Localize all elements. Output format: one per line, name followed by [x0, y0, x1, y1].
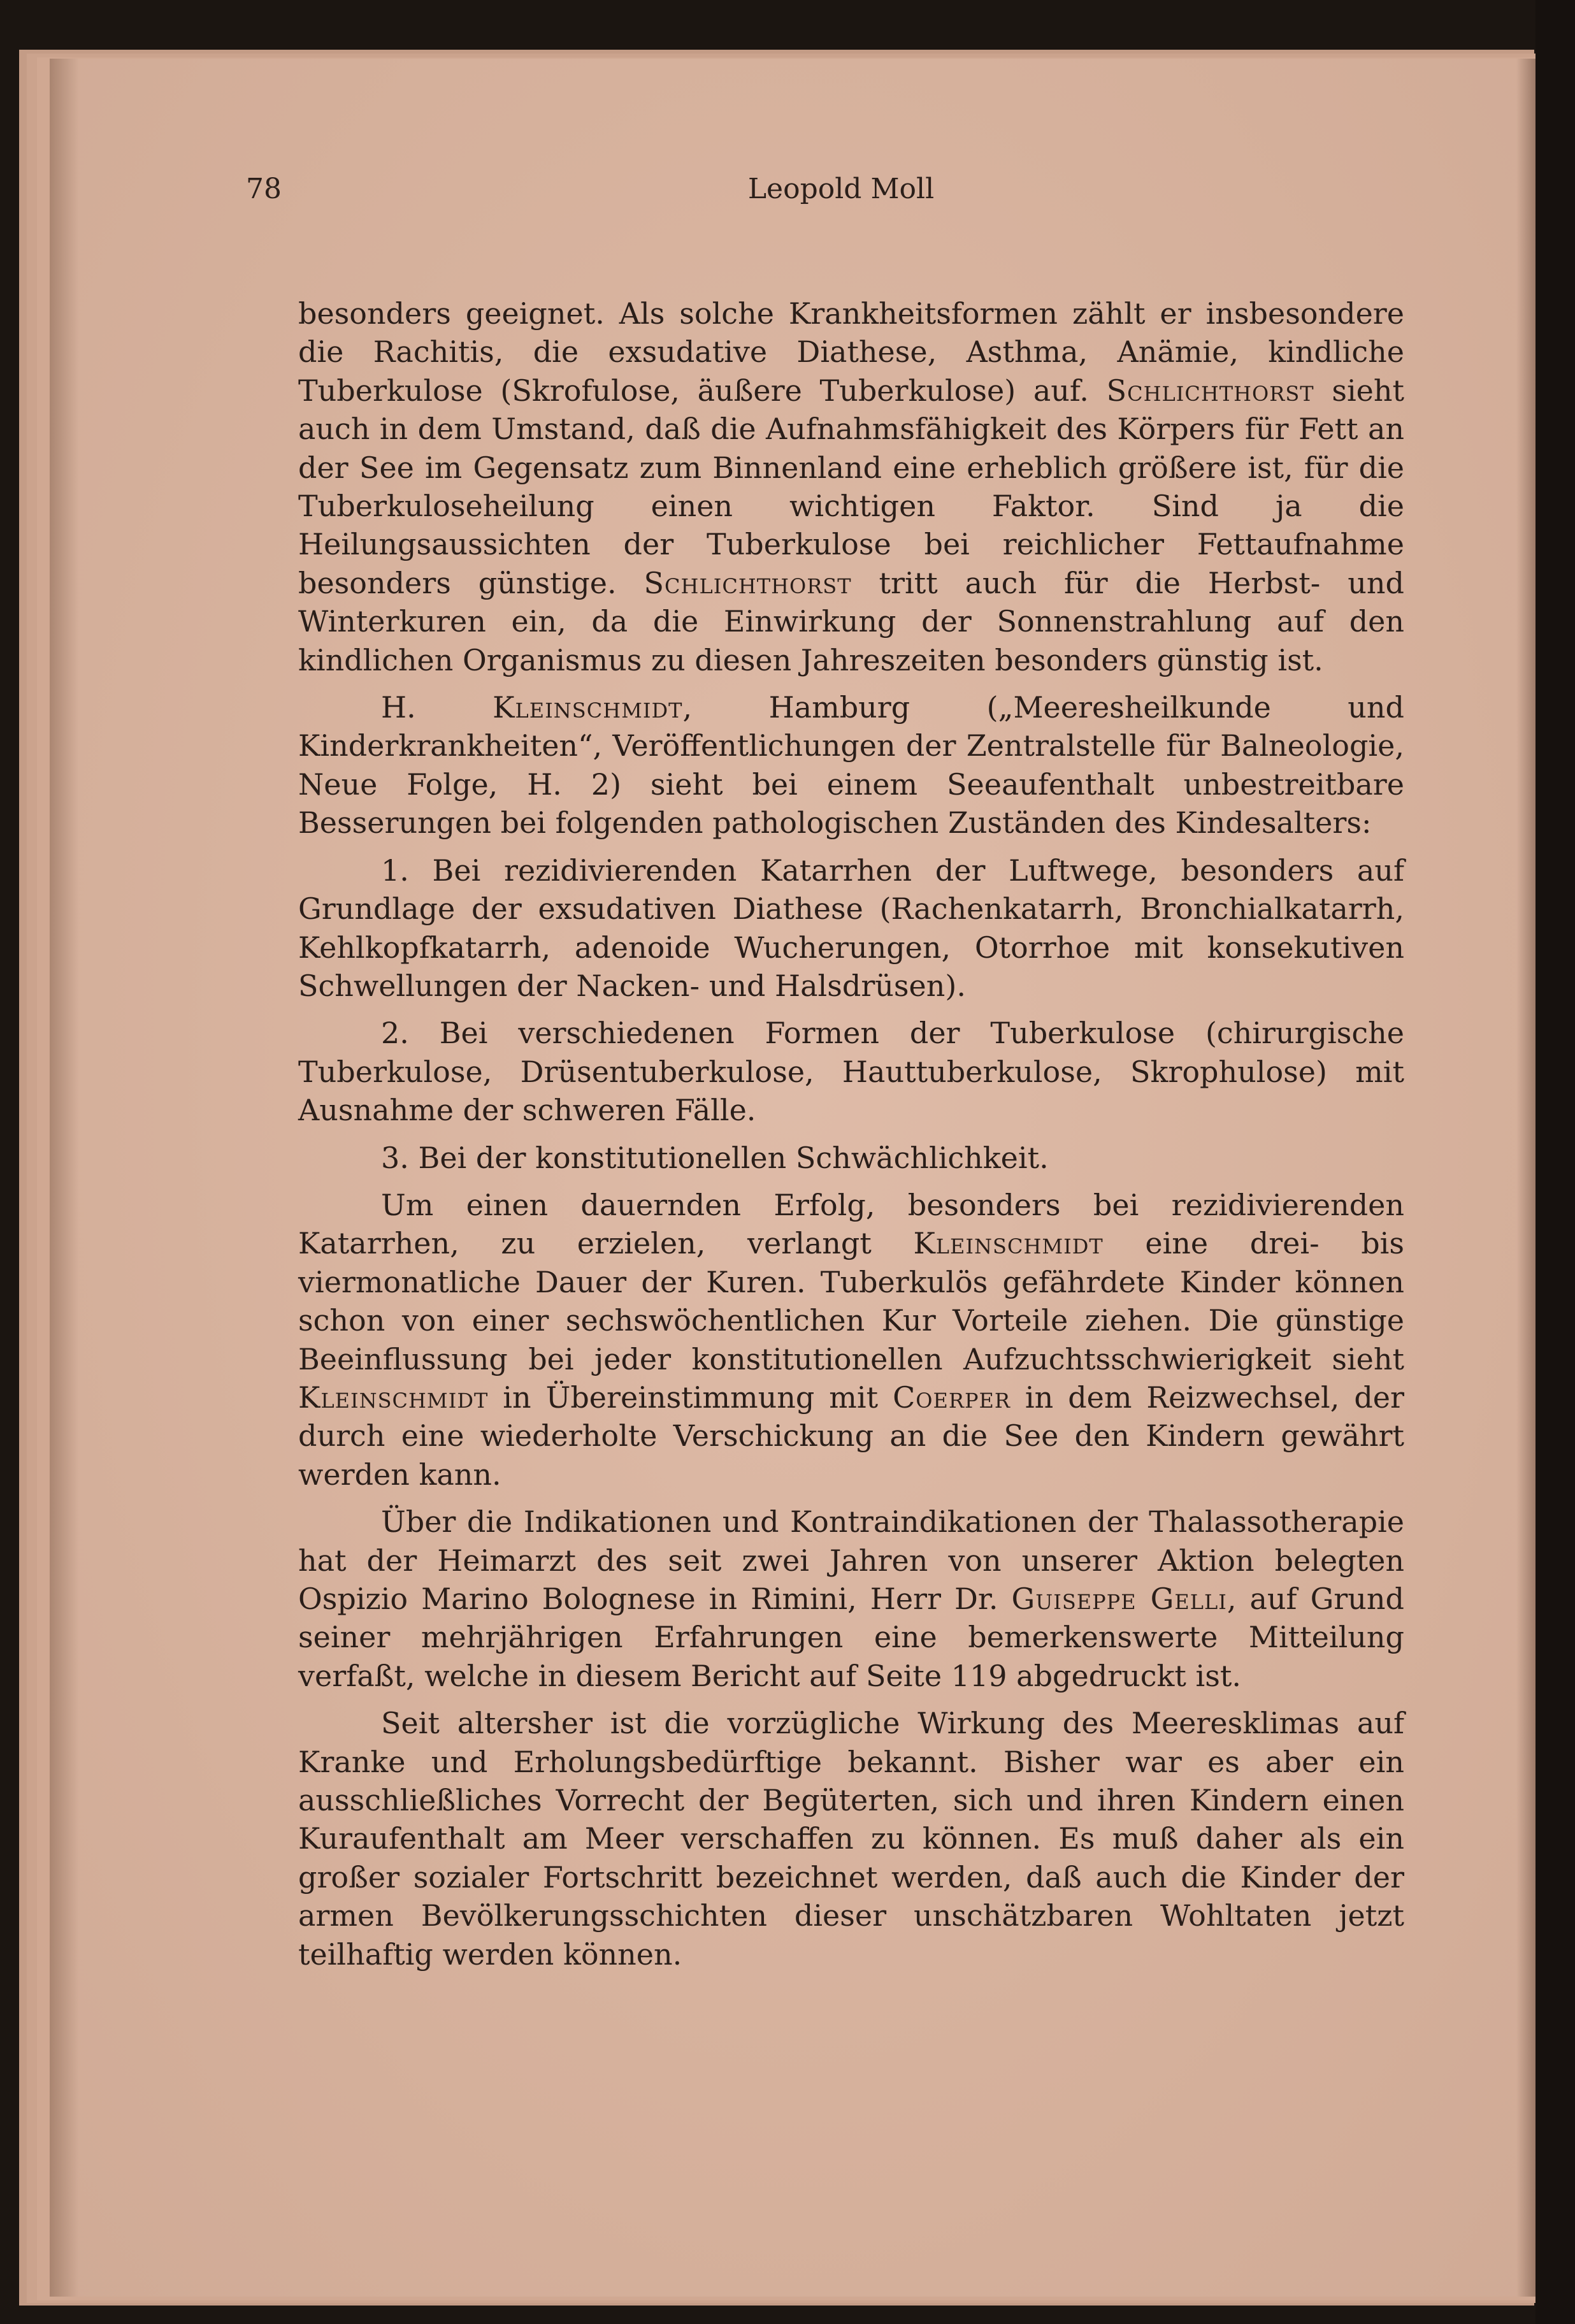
- author-name: Schlichthorst: [1106, 373, 1314, 408]
- author-name: Kleinschmidt: [913, 1226, 1104, 1261]
- paragraph: [298, 1186, 1404, 1494]
- paragraph: [298, 1014, 1404, 1129]
- author-name: Schlichthorst: [644, 565, 852, 600]
- text-run: Über die Indikationen und Kontraindikationen der Thalassotherapie hat der Heimarzt des seit zwei Jahren von unserer Aktion belegten Ospizio Marino Bolognese in Rimini, Herr Dr.: [298, 1505, 1404, 1616]
- text-run: tritt auch für die Herbst- und Winterkuren ein, da die Einwirkung der Sonnenstrahlung auf den kindlichen Organismus zu diesen Jahreszeiten besonders günstig ist.: [298, 565, 1404, 677]
- text-run: H.: [381, 690, 493, 725]
- author-name: Guiseppe Gelli: [1011, 1582, 1227, 1616]
- paragraph: [298, 294, 1404, 679]
- text-run: , Hamburg („Meeresheilkunde und Kinderkrankheiten“, Veröffentlichungen der Zentralstelle für Balneologie, Neue Folge, H. 2) sieht bei einem Seeaufenthalt unbestreitbare Besserungen bei folgenden pathologischen Zuständen des Kindesalters:: [298, 690, 1405, 841]
- running-head: Leopold Moll: [747, 173, 935, 205]
- author-name: Kleinschmidt: [298, 1380, 489, 1415]
- text-run: 1. Bei rezidivierenden Katarrhen der Luftwege, besonders auf Grundlage der exsudativen Diathese (Rachenkatarrh, Bronchialkatarrh, Kehlkopfkatarrh, adenoide Wucherungen, Otorrhoe mit konsekutiven Schwellungen der Nacken- und Halsdrüsen).: [298, 853, 1404, 1003]
- text-run: Um einen dauernden Erfolg, besonders bei rezidivierenden Katarrhen, zu erzielen, verlangt: [298, 1187, 1404, 1261]
- author-name: Coerper: [893, 1380, 1010, 1415]
- text-run: , auf Grund seiner mehrjährigen Erfahrungen eine bemerkenswerte Mitteilung verfaßt, welche in diesem Bericht auf Seite 119 abgedruckt ist.: [298, 1582, 1404, 1693]
- page-number: 78: [246, 173, 282, 205]
- text-run: Seit altersher ist die vorzügliche Wirkung des Meeresklimas auf Kranke und Erholungsbedürftige bekannt. Bisher war es aber ein ausschließliches Vorrecht der Begüterten, sich und ihren Kindern einen Kuraufenthalt am Meer verschaffen zu können. Es muß daher als ein großer sozialer Fortschritt bezeichnet werden, daß auch die Kinder der armen Bevölkerungsschichten dieser unschätzbaren Wohltaten jetzt teilhaftig werden können.: [298, 1706, 1404, 1972]
- paragraph: [298, 1503, 1404, 1695]
- body-text: [298, 294, 1404, 1974]
- binding-gutter-shadow: [50, 59, 79, 2297]
- paragraph: [298, 688, 1404, 842]
- text-run: in dem Reizwechsel, der durch eine wiederholte Verschickung an die See den Kindern gewährt werden kann.: [298, 1380, 1404, 1492]
- text-run: 3. Bei der konstitutionellen Schwächlichkeit.: [381, 1140, 1049, 1175]
- text-run: 2. Bei verschiedenen Formen der Tuberkulose (chirurgische Tuberkulose, Drüsentuberkulose, Hauttuberkulose, Skrophulose) mit Ausnahme der schweren Fälle.: [298, 1016, 1404, 1128]
- text-run: besonders geeignet. Als solche Krankheitsformen zählt er insbesondere die Rachitis, die exsudative Diathese, Asthma, Anämie, kindliche Tuberkulose (Skrofulose, äußere Tuberkulose) auf.: [298, 296, 1404, 408]
- text-run: in Übereinstimmung mit: [488, 1380, 893, 1415]
- text-run: eine drei- bis viermonatliche Dauer der Kuren. Tuberkulös gefährdete Kinder können schon von einer sechswöchentlichen Kur Vorteile ziehen. Die günstige Beeinflussung bei jeder konstitutionellen Aufzuchtsschwierigkeit sieht: [298, 1226, 1404, 1376]
- page-edge-shadow: [1516, 59, 1535, 2297]
- right-scan-border: [1535, 0, 1575, 2324]
- paragraph: [298, 1704, 1404, 1974]
- paragraph: [298, 1139, 1404, 1177]
- author-name: Kleinschmidt: [493, 690, 683, 725]
- text-run: sieht auch in dem Umstand, daß die Aufnahmsfähigkeit des Körpers für Fett an der See im Gegensatz zum Binnenland eine erheblich größere ist, für die Tuberkuloseheilung einen wichtigen Faktor. Sind ja die Heilungsaussichten der Tuberkulose bei reichlicher Fettaufnahme besonders günstige.: [298, 373, 1404, 600]
- paragraph: [298, 851, 1404, 1006]
